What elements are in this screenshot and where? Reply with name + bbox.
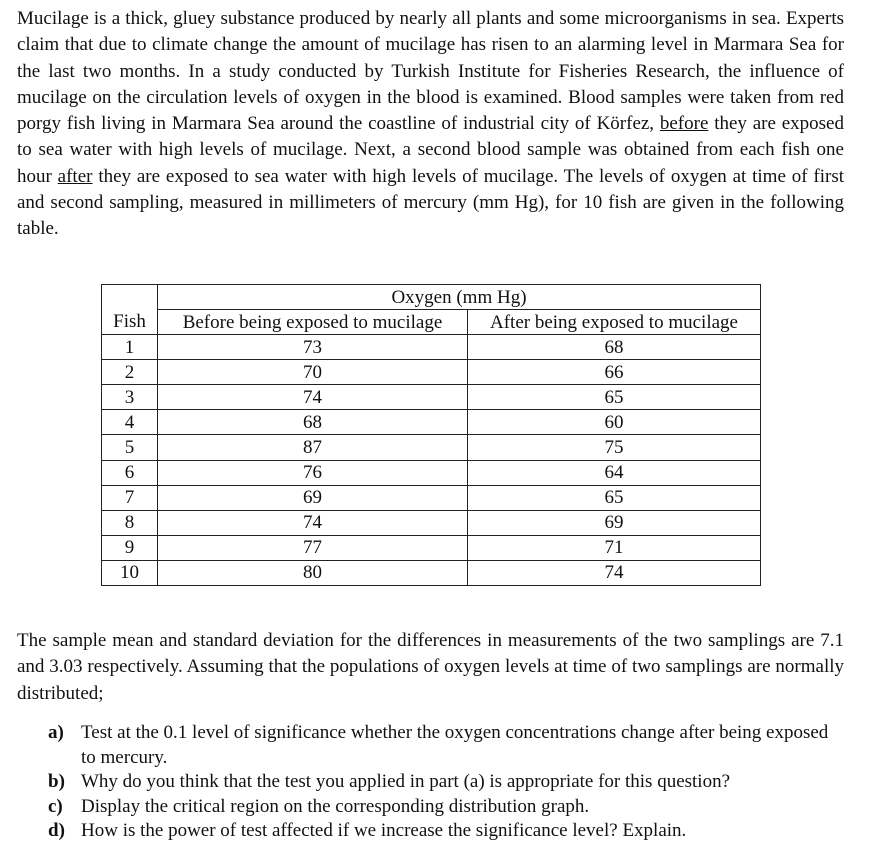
- column-header-after: After being exposed to mucilage: [468, 310, 761, 335]
- question-text: Test at the 0.1 level of significance whether the oxygen concentrations change after being exposed to mercury.: [81, 722, 829, 768]
- after-value-cell: 65: [468, 385, 761, 410]
- table-row: [102, 335, 761, 360]
- table-row: [102, 535, 761, 560]
- before-value-cell: 74: [158, 385, 468, 410]
- after-value-cell: 65: [468, 485, 761, 510]
- before-value-cell: 77: [158, 535, 468, 560]
- table-row: [102, 560, 761, 585]
- table-row: [102, 385, 761, 410]
- table-group-header: Oxygen (mm Hg): [158, 285, 761, 310]
- intro-text-part1: Mucilage is a thick, gluey substance produced by nearly all plants and some microorganisms in sea. Experts claim that due to climate change the amount of mucilage has risen to an alarming level in Marmara Sea for the last two months. In a study conducted by Turkish Institute for Fisheries Research, the influence of mucilage on the circulation levels of oxygen in the blood is examined. Blood samples were taken from red porgy fish living in Marmara Sea around the coastline of industrial city of Körfez,: [17, 8, 844, 135]
- fish-id-cell: 3: [102, 385, 158, 410]
- before-value-cell: 87: [158, 435, 468, 460]
- intro-text-part3: they are exposed to sea water with high levels of mucilage. The levels of oxygen at time of first and second sampling, measured in millimeters of mercury (mm Hg), for 10 fish are given in the following table.: [17, 165, 844, 240]
- question-text: Why do you think that the test you applied in part (a) is appropriate for this question?: [81, 771, 731, 792]
- question-item: [48, 819, 845, 844]
- after-value-cell: 75: [468, 435, 761, 460]
- fish-id-cell: 2: [102, 360, 158, 385]
- table-row: [102, 410, 761, 435]
- fish-id-cell: 6: [102, 460, 158, 485]
- fish-id-cell: 10: [102, 560, 158, 585]
- after-value-cell: 66: [468, 360, 761, 385]
- question-label: a): [48, 722, 64, 743]
- question-text: How is the power of test affected if we increase the significance level? Explain.: [81, 820, 687, 841]
- fish-id-cell: 4: [102, 410, 158, 435]
- before-value-cell: 73: [158, 335, 468, 360]
- table-row: [102, 360, 761, 385]
- fish-id-cell: 8: [102, 510, 158, 535]
- before-value-cell: 70: [158, 360, 468, 385]
- question-label: b): [48, 771, 65, 792]
- question-text: Display the critical region on the corresponding distribution graph.: [81, 795, 590, 817]
- intro-paragraph: [17, 6, 844, 243]
- before-value-cell: 69: [158, 485, 468, 510]
- column-header-before: Before being exposed to mucilage: [158, 310, 468, 335]
- after-value-cell: 68: [468, 335, 761, 360]
- table-row: [102, 460, 761, 485]
- question-item: [48, 770, 845, 795]
- oxygen-table: [101, 284, 761, 586]
- question-item: [48, 721, 845, 770]
- table-column-header-row: [102, 310, 761, 335]
- question-item: [48, 795, 845, 820]
- table-row: [102, 510, 761, 535]
- column-header-fish: Fish: [102, 310, 158, 335]
- before-value-cell: 74: [158, 510, 468, 535]
- before-value-cell: 68: [158, 410, 468, 435]
- stats-paragraph: The sample mean and standard deviation for the differences in measurements of the two samplings are 7.1 and 3.03 respectively. Assuming that the populations of oxygen levels at time of two samplings are normally distributed;: [17, 630, 844, 704]
- after-value-cell: 60: [468, 410, 761, 435]
- table-empty-header-cell: [102, 285, 158, 310]
- fish-id-cell: 7: [102, 485, 158, 510]
- fish-id-cell: 1: [102, 335, 158, 360]
- table-row: [102, 435, 761, 460]
- question-label: c): [48, 795, 63, 817]
- before-value-cell: 80: [158, 560, 468, 585]
- after-value-cell: 71: [468, 535, 761, 560]
- after-value-cell: 74: [468, 560, 761, 585]
- fish-id-cell: 9: [102, 535, 158, 560]
- table-group-header-row: [102, 285, 761, 310]
- fish-id-cell: 5: [102, 435, 158, 460]
- before-value-cell: 76: [158, 460, 468, 485]
- question-list: [48, 721, 845, 844]
- intro-before-word: before: [659, 113, 709, 135]
- intro-text-part2: they are exposed to sea water with high levels of mucilage. Next, a second blood sample was obtained from each fish one hour: [17, 113, 844, 187]
- after-value-cell: 69: [468, 510, 761, 535]
- table-row: [102, 485, 761, 510]
- intro-after-word: after: [57, 165, 93, 187]
- question-label: d): [48, 820, 65, 841]
- after-value-cell: 64: [468, 460, 761, 485]
